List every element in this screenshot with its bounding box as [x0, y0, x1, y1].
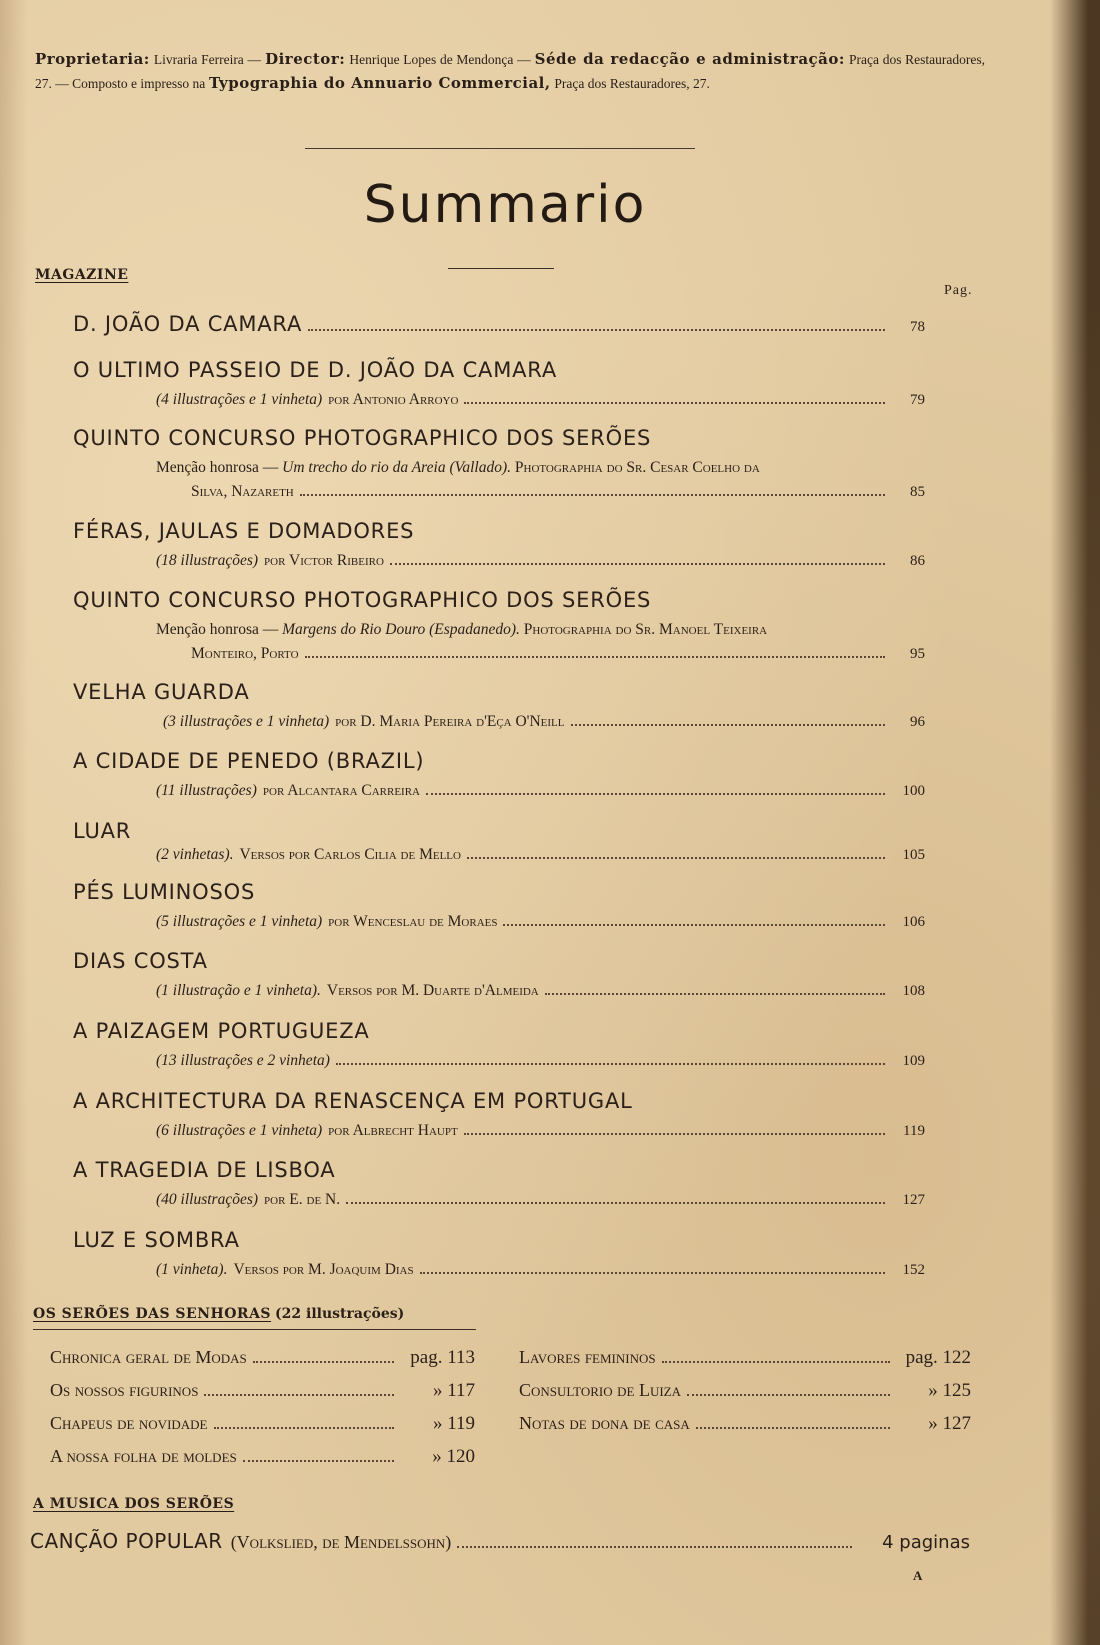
dot-leader: [346, 1202, 885, 1204]
entry-author: Photographia do Sr. Cesar Coelho da: [514, 459, 760, 476]
dot-leader: [308, 329, 885, 331]
entry-desc: Um trecho do rio da Areia (Vallado).: [282, 459, 512, 476]
entry-desc: (18 illustrações): [156, 552, 259, 569]
entry-title: QUINTO CONCURSO PHOTOGRAPHICO DOS SERÕES: [73, 588, 652, 612]
seroes-item-label: A nossa folha de moldes: [50, 1446, 237, 1466]
seroes-header: [33, 1305, 404, 1323]
seroes-item-page: pag. 113: [410, 1347, 475, 1368]
entry-desc: (40 illustrações): [156, 1191, 259, 1208]
entry-author-cont: Silva, Nazareth: [191, 483, 294, 500]
dot-leader: [243, 1460, 394, 1462]
seroes-item-label: Os nossos figurinos: [50, 1380, 199, 1400]
dot-leader: [426, 793, 885, 795]
entry-author: por Wenceslau de Moraes: [328, 913, 498, 930]
imprint-sede-value: Praça dos Restauradores, 27. — Composto e impresso na: [35, 52, 985, 91]
entry-page: 96: [910, 714, 925, 730]
toc-entry: [73, 1158, 925, 1212]
seroes-item-page: » 119: [432, 1413, 475, 1434]
entry-author: Versos por Carlos Cilia de Mello: [239, 846, 461, 863]
toc-entry: [73, 819, 925, 867]
entry-desc: Margens do Rio Douro (Espadanedo).: [282, 621, 520, 638]
dot-leader: [571, 724, 886, 726]
seroes-item: [519, 1380, 971, 1413]
entry-page: 85: [910, 484, 925, 500]
entry-desc: (2 vinhetas).: [156, 846, 234, 863]
entry-desc: (13 illustrações e 2 vinheta): [156, 1052, 330, 1069]
dot-leader: [420, 1272, 885, 1274]
entry-title: A TRAGEDIA DE LISBOA: [73, 1158, 336, 1182]
entry-page: 78: [910, 319, 925, 335]
entry-author: Photographia do Sr. Manoel Teixeira: [523, 621, 768, 638]
seroes-item-page: » 125: [928, 1380, 971, 1401]
dot-leader: [467, 857, 885, 859]
entry-title: PÉS LUMINOSOS: [73, 880, 256, 904]
entry-title: A PAIZAGEM PORTUGUEZA: [73, 1019, 370, 1043]
entry-page: 100: [902, 783, 925, 799]
seroes-item-label: Notas de dona de casa: [519, 1413, 690, 1433]
entry-title: LUZ E SOMBRA: [73, 1228, 240, 1252]
entry-desc: (5 illustrações e 1 vinheta): [156, 913, 323, 930]
entry-title: DIAS COSTA: [73, 949, 208, 973]
seroes-item-page: » 120: [432, 1446, 475, 1467]
imprint-sede-label: Séde da redacção e administração:: [534, 50, 845, 68]
entry-title: A CIDADE DE PENEDO (BRAZIL): [73, 749, 425, 773]
entry-desc-pre: Menção honrosa —: [156, 459, 279, 476]
toc-entry: [73, 680, 925, 734]
dot-leader: [300, 494, 885, 496]
toc-entry: [73, 426, 925, 504]
seroes-item-label: Consultorio de Luiza: [519, 1380, 682, 1400]
seroes-divider: [33, 1329, 476, 1330]
entry-author: por D. Maria Pereira d'Eça O'Neill: [335, 713, 565, 730]
page-title: Summario: [363, 175, 647, 235]
musica-title: CANÇÃO POPULAR: [30, 1529, 223, 1553]
seroes-item: [519, 1347, 971, 1380]
seroes-right-column: [519, 1347, 971, 1446]
entry-author: por Antonio Arroyo: [328, 391, 459, 408]
entry-desc: (1 vinheta).: [156, 1261, 228, 1278]
entry-title: LUAR: [73, 819, 132, 843]
dot-leader: [214, 1427, 395, 1429]
imprint-dir-label: Director:: [265, 50, 346, 68]
seroes-item-page: pag. 122: [905, 1347, 971, 1368]
musica-subtitle: (Volkslied, de Mendelssohn): [230, 1532, 452, 1552]
toc-entry: [73, 312, 925, 336]
entry-author: por Alcantara Carreira: [262, 782, 421, 799]
seroes-item: [50, 1413, 475, 1446]
seroes-count: (22 illustrações): [275, 1306, 405, 1322]
entry-desc: (4 illustrações e 1 vinheta): [156, 391, 323, 408]
seroes-item-page: » 127: [928, 1413, 971, 1434]
entry-page: 106: [902, 914, 925, 930]
imprint-typo-value: Praça dos Restauradores, 27.: [554, 76, 710, 91]
toc-entry: [73, 519, 925, 573]
toc-entry: [73, 1089, 925, 1143]
dot-leader: [336, 1063, 885, 1065]
imprint-prop-label: Proprietaria:: [35, 50, 150, 68]
toc-entry: [73, 1019, 925, 1073]
signature-mark: A: [913, 1568, 923, 1583]
entry-title: A ARCHITECTURA DA RENASCENÇA EM PORTUGAL: [73, 1089, 633, 1113]
entry-author: por Victor Ribeiro: [264, 552, 384, 569]
seroes-item: [519, 1413, 971, 1446]
seroes-item: [50, 1446, 475, 1479]
pag-column-header: Pag.: [944, 283, 973, 298]
imprint-prop-value: Livraria Ferreira —: [153, 52, 262, 67]
entry-author: por Albrecht Haupt: [328, 1122, 458, 1139]
entry-page: 109: [902, 1053, 925, 1069]
entry-title: O ULTIMO PASSEIO DE D. JOÃO DA CAMARA: [73, 358, 557, 382]
dot-leader: [390, 563, 885, 565]
seroes-item-label: Lavores femininos: [519, 1347, 656, 1367]
seroes-item-label: Chronica geral de Modas: [50, 1347, 247, 1367]
title-divider: [448, 268, 554, 269]
dot-leader: [253, 1361, 394, 1363]
dot-leader: [545, 993, 885, 995]
entry-desc-pre: Menção honrosa —: [156, 621, 279, 638]
entry-desc: (1 illustração e 1 vinheta).: [156, 982, 321, 999]
entry-author: por E. de N.: [264, 1191, 341, 1208]
entry-page: 86: [910, 553, 925, 569]
entry-page: 95: [910, 646, 925, 662]
entry-page: 119: [903, 1123, 925, 1139]
imprint-typo-label: Typographia do Annuario Commercial,: [209, 74, 551, 92]
entry-title: QUINTO CONCURSO PHOTOGRAPHICO DOS SERÕES: [73, 426, 652, 450]
toc-entry: [73, 949, 925, 1003]
entry-author: Versos por M. Duarte d'Almeida: [326, 982, 539, 999]
entry-page: 127: [902, 1192, 925, 1208]
toc-entry: [73, 1228, 925, 1282]
dot-leader: [305, 656, 885, 658]
musica-pages: 4 paginas: [882, 1532, 970, 1553]
seroes-item-page: » 117: [432, 1380, 475, 1401]
seroes-item: [50, 1380, 475, 1413]
imprint: [35, 48, 985, 96]
seroes-label: OS SERÕES DAS SENHORAS: [33, 1306, 272, 1322]
dot-leader: [204, 1394, 394, 1396]
entry-title: FÉRAS, JAULAS E DOMADORES: [73, 519, 415, 543]
imprint-dir-value: Henrique Lopes de Mendonça —: [349, 52, 531, 67]
entry-author-cont: Monteiro, Porto: [191, 645, 299, 662]
entry-desc: (3 illustrações e 1 vinheta): [163, 713, 330, 730]
magazine-label: MAGAZINE: [35, 267, 129, 283]
entry-desc: (6 illustrações e 1 vinheta): [156, 1122, 323, 1139]
entry-title: VELHA GUARDA: [73, 680, 250, 704]
dot-leader: [457, 1546, 852, 1548]
entry-title: D. JOÃO DA CAMARA: [73, 312, 303, 336]
musica-label: A MUSICA DOS SERÕES: [33, 1496, 235, 1512]
top-divider: [305, 148, 695, 149]
toc-entry: [73, 358, 925, 412]
seroes-left-column: [50, 1347, 475, 1479]
dot-leader: [464, 402, 885, 404]
dot-leader: [503, 924, 885, 926]
entry-page: 108: [902, 983, 925, 999]
entry-desc: (11 illustrações): [156, 782, 257, 799]
toc-entry: [73, 588, 925, 666]
dot-leader: [662, 1361, 890, 1363]
toc-entry: [73, 749, 925, 803]
entry-author: Versos por M. Joaquim Dias: [233, 1261, 414, 1278]
entry-page: 79: [910, 392, 925, 408]
musica-entry: [30, 1529, 970, 1553]
entry-page: 105: [902, 847, 925, 863]
seroes-item: [50, 1347, 475, 1380]
dot-leader: [464, 1133, 885, 1135]
entry-page: 152: [902, 1262, 925, 1278]
toc-entry: [73, 880, 925, 934]
seroes-item-label: Chapeus de novidade: [50, 1413, 208, 1433]
dot-leader: [696, 1427, 890, 1429]
dot-leader: [687, 1394, 890, 1396]
